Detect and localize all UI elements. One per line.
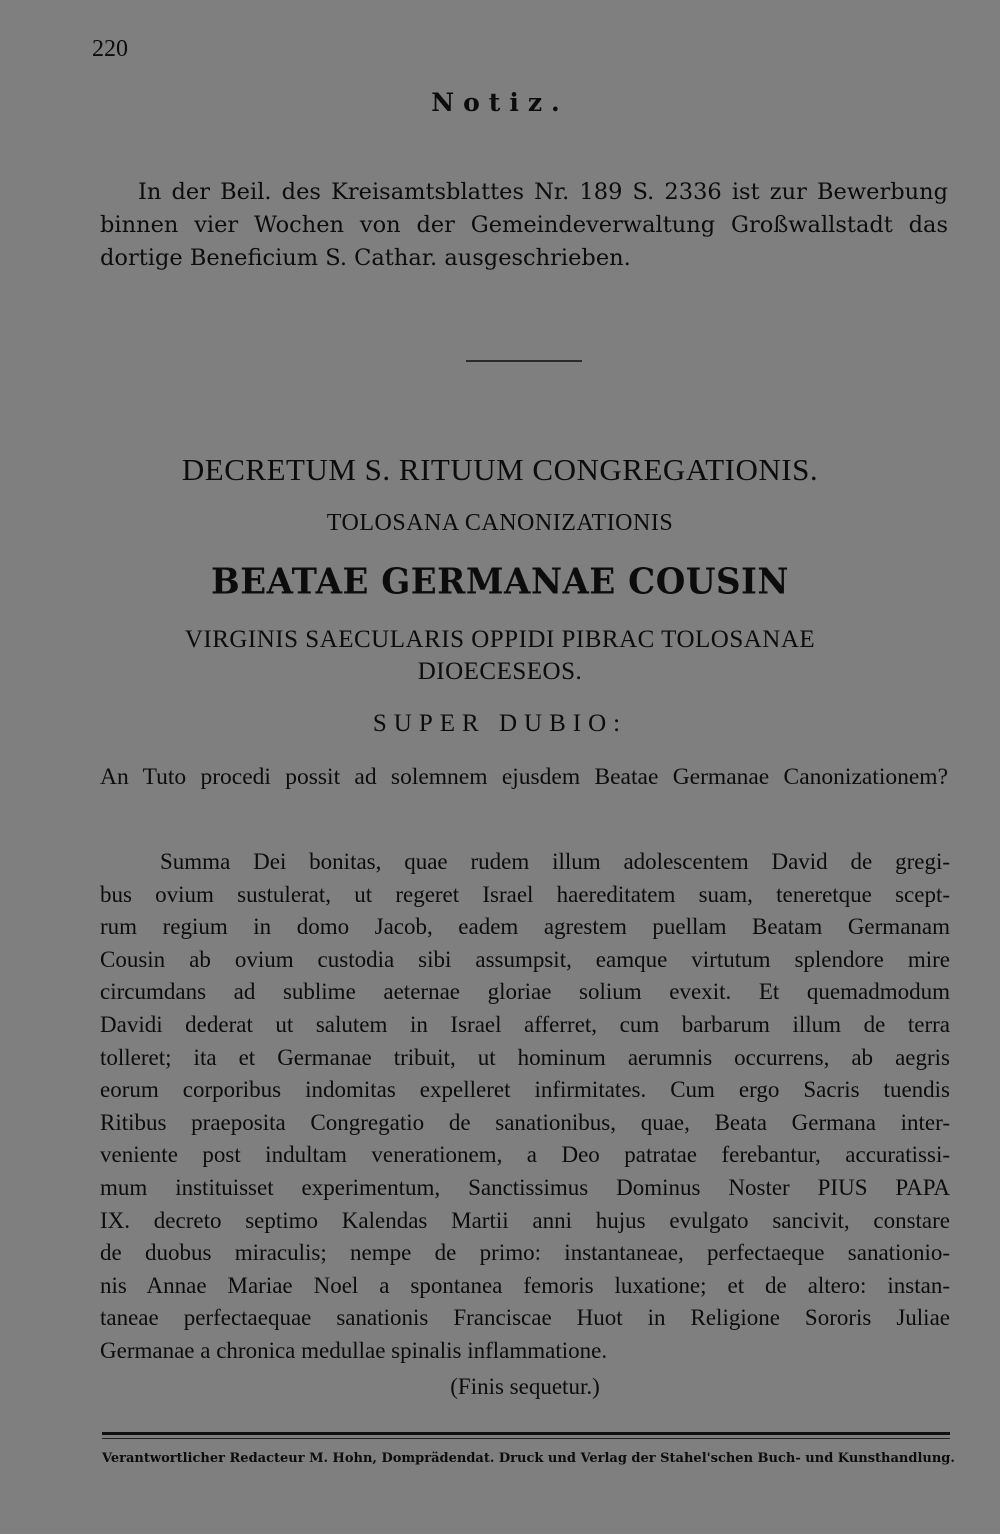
body-line: Ritibus praeposita Congregatio de sanationibus, quae, Beata Germana inter- [100,1109,950,1135]
body-line: Summa Dei bonitas, quae rudem illum adolescentem David de gregi- [160,849,950,874]
decree-description-line-1: VIRGINIS SAECULARIS OPPIDI PIBRAC TOLOSANAE [184,626,816,653]
body-line: bus ovium sustulerat, ut regeret Israel haereditatem suam, teneretque scept- [100,881,950,907]
body-line: circumdans ad sublime aeternae gloriae solium evexit. Et quemadmodum [100,979,950,1005]
body-line: tolleret; ita et Germanae tribuit, ut hominum aerumnis occurrens, ab aegris [100,1044,950,1070]
footer-rule-thin [102,1438,950,1439]
decree-body [100,846,950,1368]
decree-name: BEATAE GERMANAE COUSIN [210,561,790,603]
decree-title: DECRETUM S. RITUUM CONGREGATIONIS. [181,452,819,487]
decree-subtitle: TOLOSANA CANONIZATIONIS [326,510,674,536]
section-divider [466,360,582,362]
page-number: 220 [92,36,128,62]
finis-note: (Finis sequetur.) [450,1374,600,1399]
body-line: eorum corporibus indomitas expelleret infirmitates. Cum ergo Sacris tuendis [100,1077,950,1103]
decree-description [0,624,1000,688]
body-line: de duobus miraculis; nempe de primo: instantaneae, perfectaeque sanationio- [100,1240,950,1266]
body-line: rum regium in domo Jacob, eadem agrestem puellam Beatam Germanam [100,914,950,940]
body-line: nis Annae Mariae Noel a spontanea femoris luxatione; et de altero: instan- [100,1272,950,1298]
imprint-footer: Verantwortlicher Redacteur M. Hohn, Domprädendat. Druck und Verlag der Stahel'schen Buch- und Kunsthandlung. [102,1451,955,1466]
decree-description-line-2: DIOECESEOS. [417,658,583,685]
notiz-text: In der Beil. des Kreisamtsblattes Nr. 189 S. 2336 ist zur Bewerbung binnen vier Wochen von der Gemeindeverwaltung Großwallstadt das dortige Beneficium S. Cathar. ausgeschrieben. [100,179,948,271]
decree-question: An Tuto procedi possit ad solemnem ejusdem Beatae Germanae Canonizationem? [100,764,948,790]
footer-rule-thick [102,1432,950,1435]
body-line: Cousin ab ovium custodia sibi assumpsit, eamque virtutum splendore mire [100,946,950,972]
notiz-heading: Notiz. [431,88,569,117]
body-line: IX. decreto septimo Kalendas Martii anni hujus evulgato sancivit, constare [100,1207,950,1233]
body-line: taneae perfectaequae sanationis Franciscae Huot in Religione Sororis Juliae [100,1305,950,1331]
body-line: Germanae a chronica medullae spinalis inflammatione. [100,1337,608,1363]
notiz-paragraph [100,176,948,275]
body-line: veniente post indultam venerationem, a Deo patratae ferebantur, accuratissi- [100,1142,950,1168]
super-dubio-heading: SUPER DUBIO: [372,710,628,737]
body-line: mum instituisset experimentum, Sanctissimus Dominus Noster PIUS PAPA [100,1174,950,1200]
body-line: Davidi dederat ut salutem in Israel afferret, cum barbarum illum de terra [100,1011,950,1037]
